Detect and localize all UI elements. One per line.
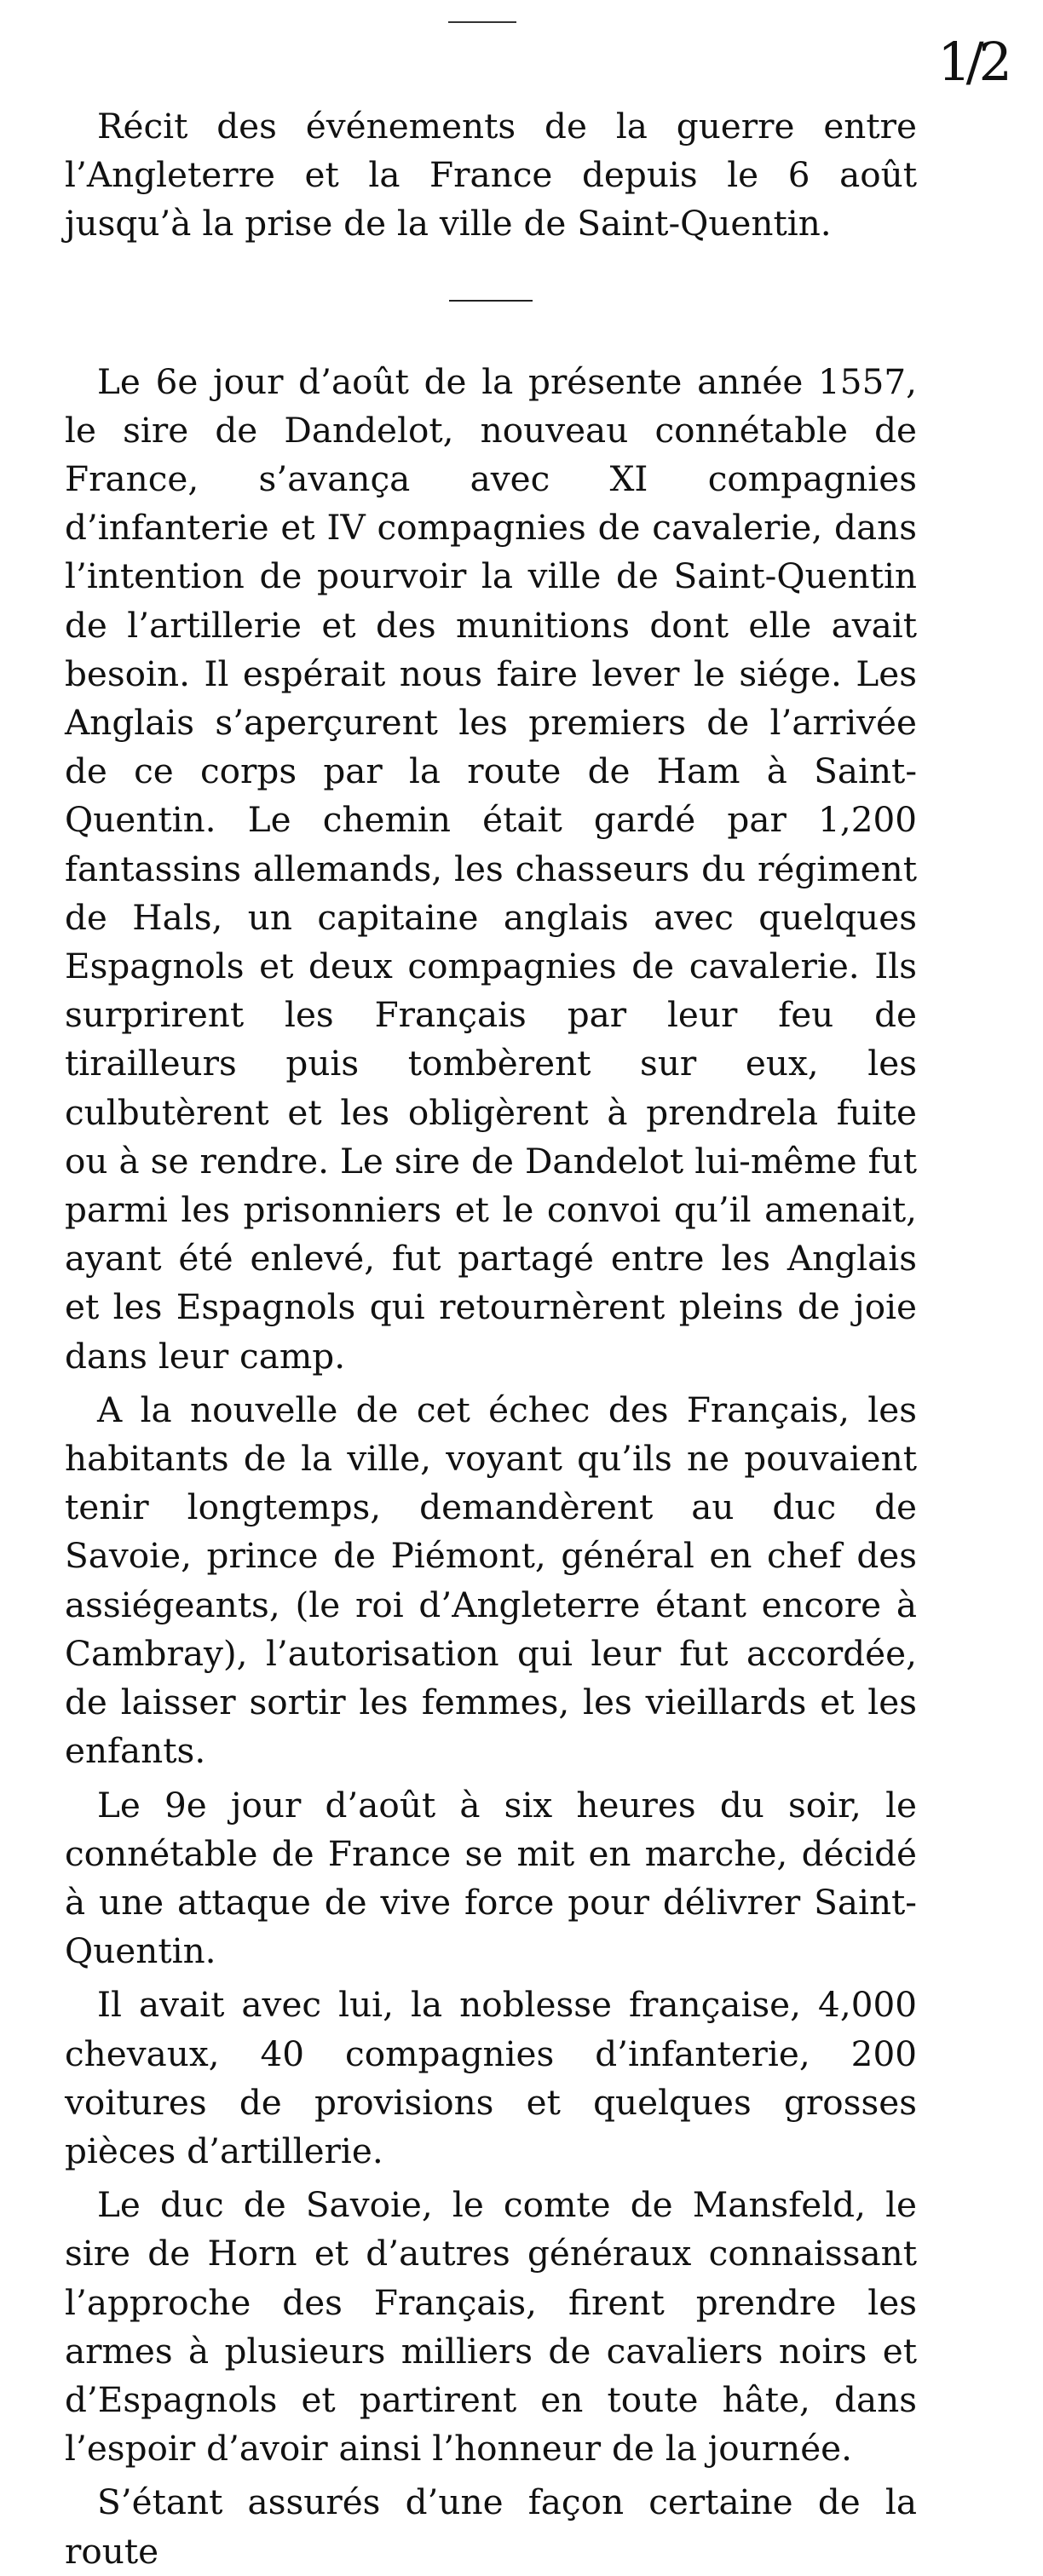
folio-number: 1/2	[937, 31, 1007, 93]
document-heading: Récit des événements de la guerre entre l’Angleterre et la France depuis le 6 août jusqu’à la prise de la ville de Saint-Quentin.	[65, 106, 917, 244]
paragraph-4: Il avait avec lui, la noblesse française, 4,000 chevaux, 40 compagnies d’infanterie, 200 voitures de provisions et quelques grosses pièces d’artillerie.	[65, 1984, 917, 2171]
top-rule	[448, 21, 516, 23]
section-divider	[449, 300, 533, 302]
paragraph-5: Le duc de Savoie, le comte de Mansfeld, le sire de Horn et d’autres généraux connaissant l’approche des Français, firent prendre les armes à plusieurs milliers de cavaliers noirs et d’Espagnols et partirent en toute hâte, dans l’espoir d’avoir ainsi l’honneur de la journée.	[65, 2184, 917, 2470]
page-body	[65, 102, 917, 2576]
paragraph-3: Le 9e jour d’août à six heures du soir, le connétable de France se mit en marche, décidé à une attaque de vive force pour délivrer Saint-Quentin.	[65, 1784, 917, 1972]
paragraph-6: S’étant assurés d’une façon certaine de la route	[65, 2481, 917, 2572]
paragraph-2: A la nouvelle de cet échec des Français, les habitants de la ville, voyant qu’ils ne pouvaient tenir longtemps, demandèrent au duc de Savoie, prince de Piémont, général en chef des assiégeants, (le roi d’Angleterre étant encore à Cambray), l’autorisation qui leur fut accordée, de laisser sortir les femmes, les vieillards et les enfants.	[65, 1389, 917, 1772]
paragraph-1: Le 6e jour d’août de la présente année 1557, le sire de Dandelot, nouveau connétable de France, s’avança avec XI compagnies d’infanterie et IV compagnies de cavalerie, dans l’intention de pourvoir la ville de Saint-Quentin de l’artillerie et des munitions dont elle avait besoin. Il espérait nous faire lever le siége. Les Anglais s’aperçurent les premiers de l’arrivée de ce corps par la route de Ham à Saint-Quentin. Le chemin était gardé par 1,200 fantassins allemands, les chasseurs du régiment de Hals, un capitaine anglais avec quelques Espagnols et deux compagnies de cavalerie. Ils surprirent les Français par leur feu de tirailleurs puis tombèrent sur eux, les culbutèrent et les obligèrent à prendrela fuite ou à se rendre. Le sire de Dandelot lui-même fut parmi les prisonniers et le convoi qu’il amenait, ayant été enlevé, fut partagé entre les Anglais et les Espagnols qui retournèrent pleins de joie dans leur camp.	[65, 360, 917, 1377]
